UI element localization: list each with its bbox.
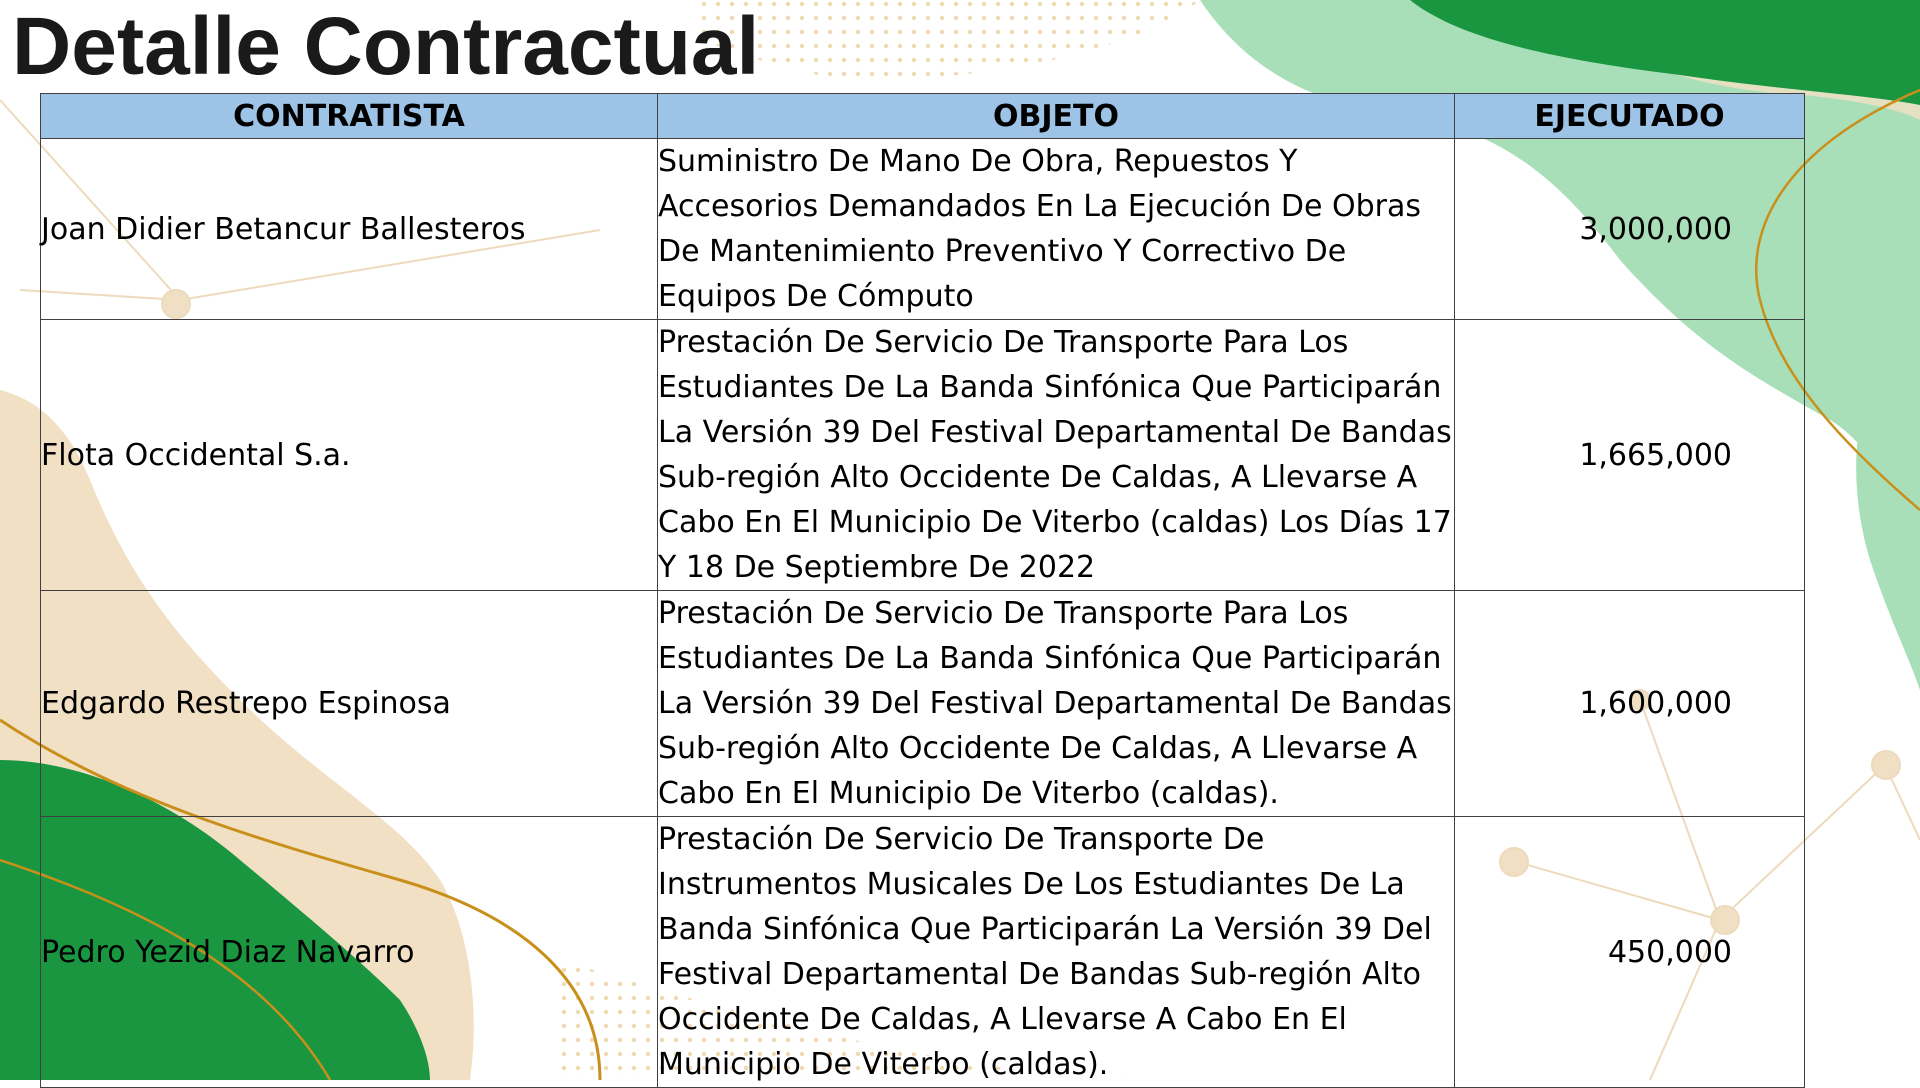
- contract-table-container: [40, 93, 1804, 1088]
- objeto-line: La Versión 39 Del Festival Departamental De Bandas: [658, 415, 1452, 450]
- objeto-line: Equipos De Cómputo: [658, 279, 974, 314]
- cell-objeto: [658, 817, 1455, 1088]
- objeto-line: Suministro De Mano De Obra, Repuestos Y: [658, 144, 1298, 179]
- objeto-line: Municipio De Viterbo (caldas).: [658, 1047, 1109, 1082]
- objeto-line: Sub-región Alto Occidente De Caldas, A Llevarse A: [658, 731, 1418, 766]
- table-header-row: [41, 94, 1805, 139]
- objeto-line: Prestación De Servicio De Transporte De: [658, 822, 1265, 857]
- objeto-line: De Mantenimiento Preventivo Y Correctivo De: [658, 234, 1347, 269]
- header-objeto: OBJETO: [658, 94, 1455, 139]
- header-ejecutado: EJECUTADO: [1455, 94, 1805, 139]
- objeto-line: Cabo En El Municipio De Viterbo (caldas) Los Días 17: [658, 505, 1452, 540]
- objeto-line: Sub-región Alto Occidente De Caldas, A Llevarse A: [658, 460, 1418, 495]
- objeto-line: Cabo En El Municipio De Viterbo (caldas).: [658, 776, 1279, 811]
- objeto-line: Occidente De Caldas, A Llevarse A Cabo En El: [658, 1002, 1347, 1037]
- cell-ejecutado: 3,000,000: [1455, 139, 1805, 320]
- header-contratista: CONTRATISTA: [41, 94, 658, 139]
- objeto-line: Festival Departamental De Bandas Sub-región Alto: [658, 957, 1421, 992]
- objeto-line: Y 18 De Septiembre De 2022: [658, 550, 1096, 585]
- dotted-pattern-top: [700, 0, 1200, 81]
- objeto-line: Banda Sinfónica Que Participarán La Versión 39 Del: [658, 912, 1432, 947]
- cell-objeto: [658, 139, 1455, 320]
- objeto-line: Instrumentos Musicales De Los Estudiantes De La: [658, 867, 1405, 902]
- contract-table: [40, 93, 1805, 1088]
- table-row: [41, 320, 1805, 591]
- table-row: [41, 139, 1805, 320]
- objeto-line: Prestación De Servicio De Transporte Para Los: [658, 325, 1349, 360]
- objeto-line: La Versión 39 Del Festival Departamental De Bandas: [658, 686, 1452, 721]
- page-title: Detalle Contractual: [12, 1, 760, 92]
- objeto-line: Estudiantes De La Banda Sinfónica Que Participarán: [658, 641, 1442, 676]
- cell-contratista: Joan Didier Betancur Ballesteros: [41, 139, 658, 320]
- objeto-line: Estudiantes De La Banda Sinfónica Que Participarán: [658, 370, 1442, 405]
- cell-contratista: Pedro Yezid Diaz Navarro: [41, 817, 658, 1088]
- cell-objeto: [658, 591, 1455, 817]
- objeto-line: Prestación De Servicio De Transporte Para Los: [658, 596, 1349, 631]
- cell-ejecutado: 1,665,000: [1455, 320, 1805, 591]
- table-row: [41, 817, 1805, 1088]
- cell-ejecutado: 1,600,000: [1455, 591, 1805, 817]
- cell-contratista: Edgardo Restrepo Espinosa: [41, 591, 658, 817]
- cell-objeto: [658, 320, 1455, 591]
- objeto-line: Accesorios Demandados En La Ejecución De Obras: [658, 189, 1422, 224]
- table-row: [41, 591, 1805, 817]
- cell-contratista: Flota Occidental S.a.: [41, 320, 658, 591]
- cell-ejecutado: 450,000: [1455, 817, 1805, 1088]
